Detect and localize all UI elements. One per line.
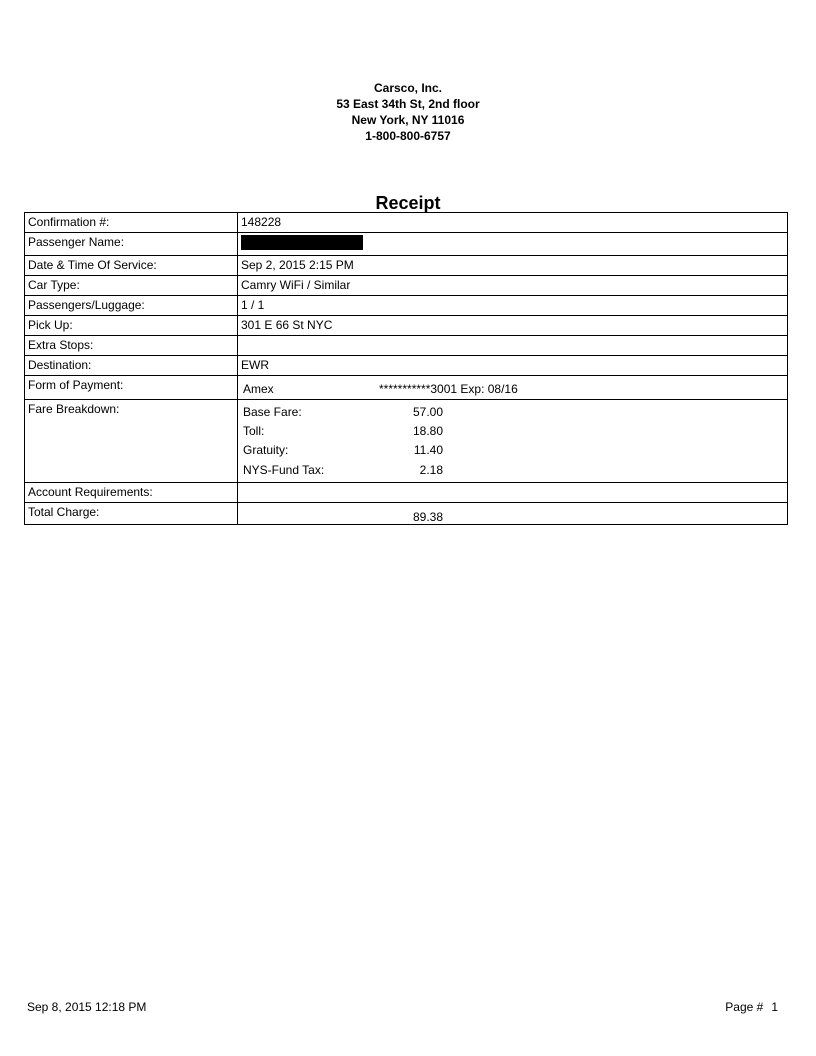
destination-value: EWR bbox=[238, 356, 788, 376]
fare-label: Fare Breakdown: bbox=[25, 400, 238, 483]
total-value-cell bbox=[238, 503, 788, 525]
page-number-value: 1 bbox=[771, 1000, 778, 1014]
fare-item bbox=[243, 403, 443, 422]
row-payment bbox=[25, 376, 788, 400]
payment-label: Form of Payment: bbox=[25, 376, 238, 400]
passengers-luggage-label: Passengers/Luggage: bbox=[25, 296, 238, 316]
row-destination bbox=[25, 356, 788, 376]
redaction-bar bbox=[241, 235, 363, 250]
payment-card: ***********3001 Exp: 08/16 bbox=[379, 382, 518, 396]
fare-item bbox=[243, 441, 443, 460]
fare-item-label: Gratuity: bbox=[243, 443, 289, 457]
fare-item bbox=[243, 461, 443, 480]
car-type-value: Camry WiFi / Similar bbox=[238, 276, 788, 296]
company-header bbox=[0, 80, 816, 144]
fare-item-label: Toll: bbox=[243, 424, 265, 438]
row-extra-stops bbox=[25, 336, 788, 356]
pickup-label: Pick Up: bbox=[25, 316, 238, 336]
row-pickup bbox=[25, 316, 788, 336]
passengers-luggage-value: 1 / 1 bbox=[238, 296, 788, 316]
extra-stops-label: Extra Stops: bbox=[25, 336, 238, 356]
row-total bbox=[25, 503, 788, 525]
fare-item-value: 11.40 bbox=[413, 443, 443, 457]
total-value: 89.38 bbox=[412, 510, 443, 524]
payment-method: Amex bbox=[243, 382, 274, 396]
confirmation-value: 148228 bbox=[238, 213, 788, 233]
company-name: Carsco, Inc. bbox=[373, 81, 443, 95]
car-type-label: Car Type: bbox=[25, 276, 238, 296]
fare-item-value: 57.00 bbox=[412, 405, 443, 419]
confirmation-label: Confirmation #: bbox=[25, 213, 238, 233]
printed-timestamp: Sep 8, 2015 12:18 PM bbox=[27, 1000, 147, 1014]
company-address-line2: New York, NY 11016 bbox=[351, 113, 465, 127]
account-label: Account Requirements: bbox=[25, 483, 238, 503]
receipt-table bbox=[24, 212, 788, 525]
fare-item bbox=[243, 422, 443, 441]
fare-item-value: 18.80 bbox=[412, 424, 443, 438]
row-confirmation bbox=[25, 213, 788, 233]
page-number bbox=[725, 1000, 778, 1014]
row-fare-breakdown bbox=[25, 400, 788, 483]
payment-value bbox=[238, 376, 788, 400]
row-car-type bbox=[25, 276, 788, 296]
row-passengers-luggage bbox=[25, 296, 788, 316]
row-datetime bbox=[25, 256, 788, 276]
passenger-label: Passenger Name: bbox=[25, 233, 238, 256]
total-label: Total Charge: bbox=[25, 503, 238, 525]
datetime-value: Sep 2, 2015 2:15 PM bbox=[238, 256, 788, 276]
page-label: Page # bbox=[725, 1000, 764, 1014]
pickup-value: 301 E 66 St NYC bbox=[238, 316, 788, 336]
fare-item-label: Base Fare: bbox=[243, 405, 302, 419]
fare-value bbox=[238, 400, 788, 483]
passenger-value bbox=[238, 233, 788, 256]
extra-stops-value bbox=[238, 336, 788, 356]
account-value bbox=[238, 483, 788, 503]
fare-item-label: NYS-Fund Tax: bbox=[243, 463, 325, 477]
company-address-line1: 53 East 34th St, 2nd floor bbox=[336, 97, 480, 111]
row-passenger bbox=[25, 233, 788, 256]
datetime-label: Date & Time Of Service: bbox=[25, 256, 238, 276]
destination-label: Destination: bbox=[25, 356, 238, 376]
company-phone: 1-800-800-6757 bbox=[365, 129, 451, 143]
fare-item-value: 2.18 bbox=[419, 463, 443, 477]
row-account-requirements bbox=[25, 483, 788, 503]
receipt-title: Receipt bbox=[375, 193, 441, 213]
